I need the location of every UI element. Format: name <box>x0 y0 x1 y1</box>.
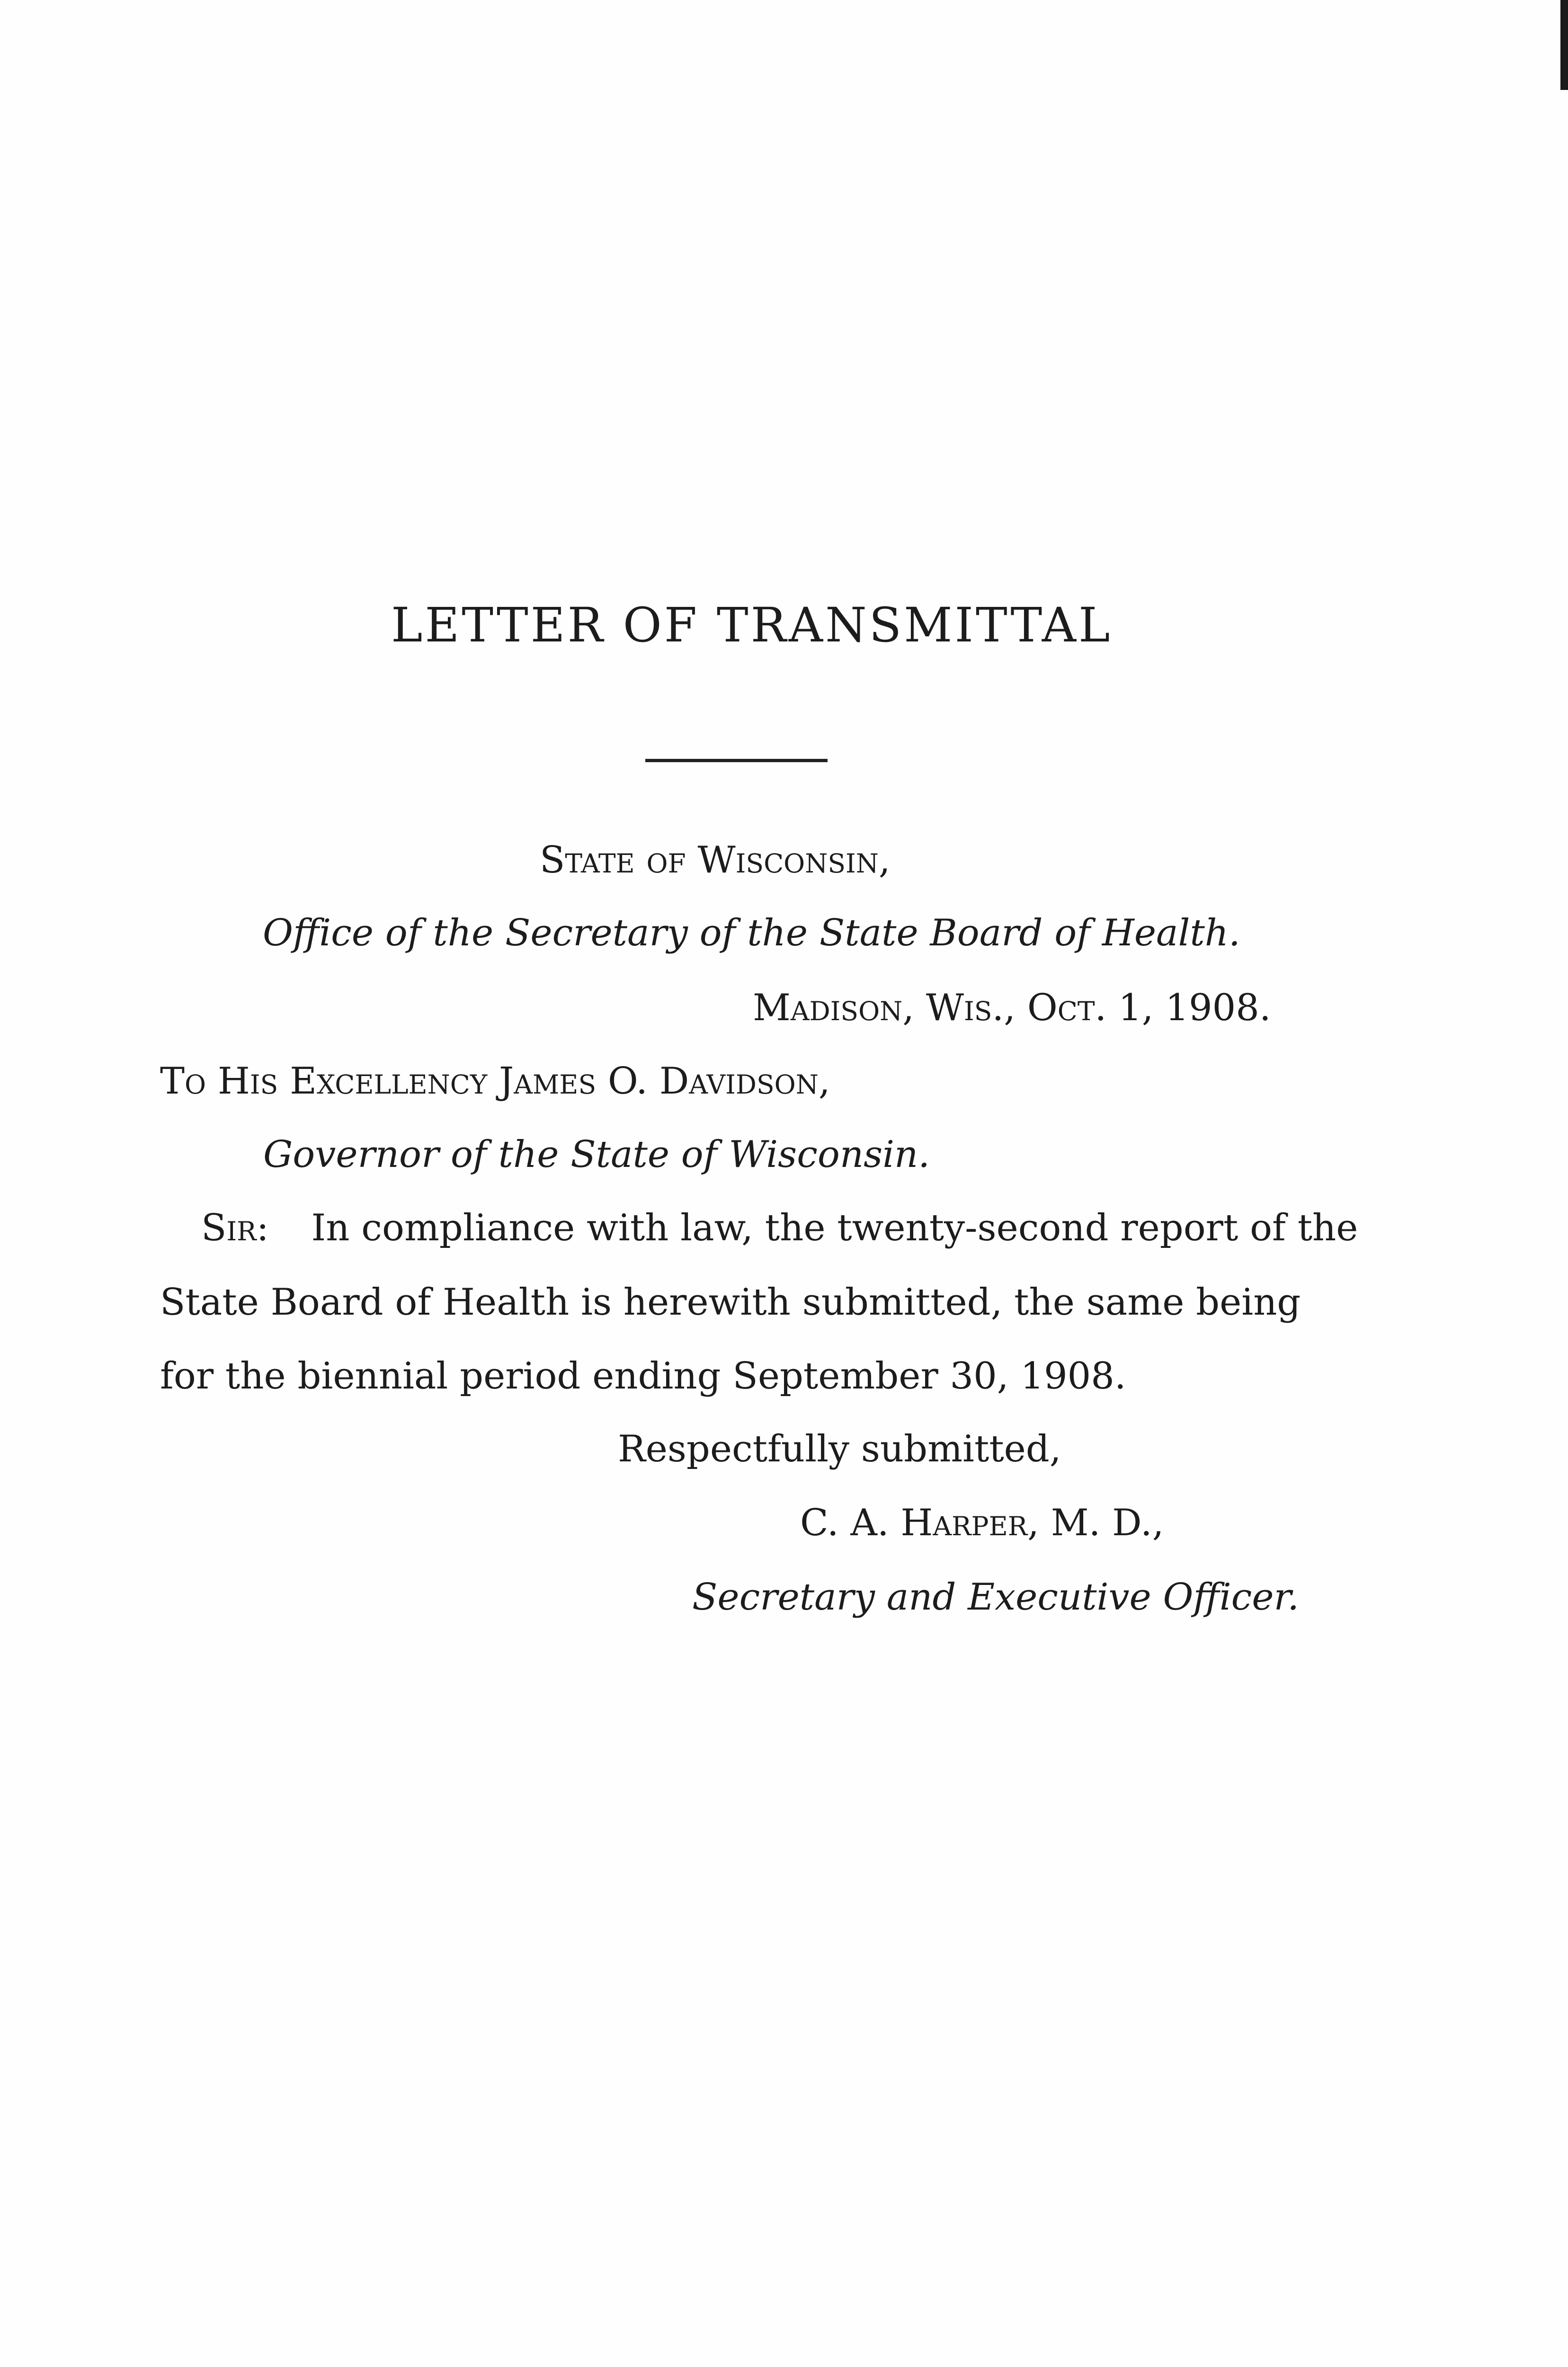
page-title: LETTER OF TRANSMITTAL <box>391 597 1113 653</box>
signer-title: Secretary and Executive Officer. <box>692 1576 1300 1619</box>
place-date-line: Madison, Wis., Oct. 1, 1908. <box>753 987 1271 1029</box>
body-line-3: for the biennial period ending September 30, 1908. <box>160 1355 1126 1397</box>
body-line-1 <box>201 1207 1358 1249</box>
state-line: State of Wisconsin, <box>540 839 891 881</box>
office-line: Office of the Secretary of the State Board of Health. <box>263 912 1240 954</box>
page-edge-mark <box>1560 0 1568 90</box>
body-line-1-text: In compliance with law, the twenty-second report of the <box>311 1207 1358 1249</box>
complimentary-close: Respectfully submitted, <box>618 1428 1061 1470</box>
salutation: Sir: <box>201 1207 269 1249</box>
addressee-name-line <box>160 1060 830 1103</box>
addressee-name: To His Excellency James O. Davidson, <box>160 1060 830 1103</box>
body-line-2: State Board of Health is herewith submitted, the same being <box>160 1281 1301 1324</box>
addressee-title-line: Governor of the State of Wisconsin. <box>263 1133 930 1176</box>
title-divider <box>645 759 828 762</box>
signer-name: C. A. Harper, M. D., <box>800 1502 1164 1544</box>
